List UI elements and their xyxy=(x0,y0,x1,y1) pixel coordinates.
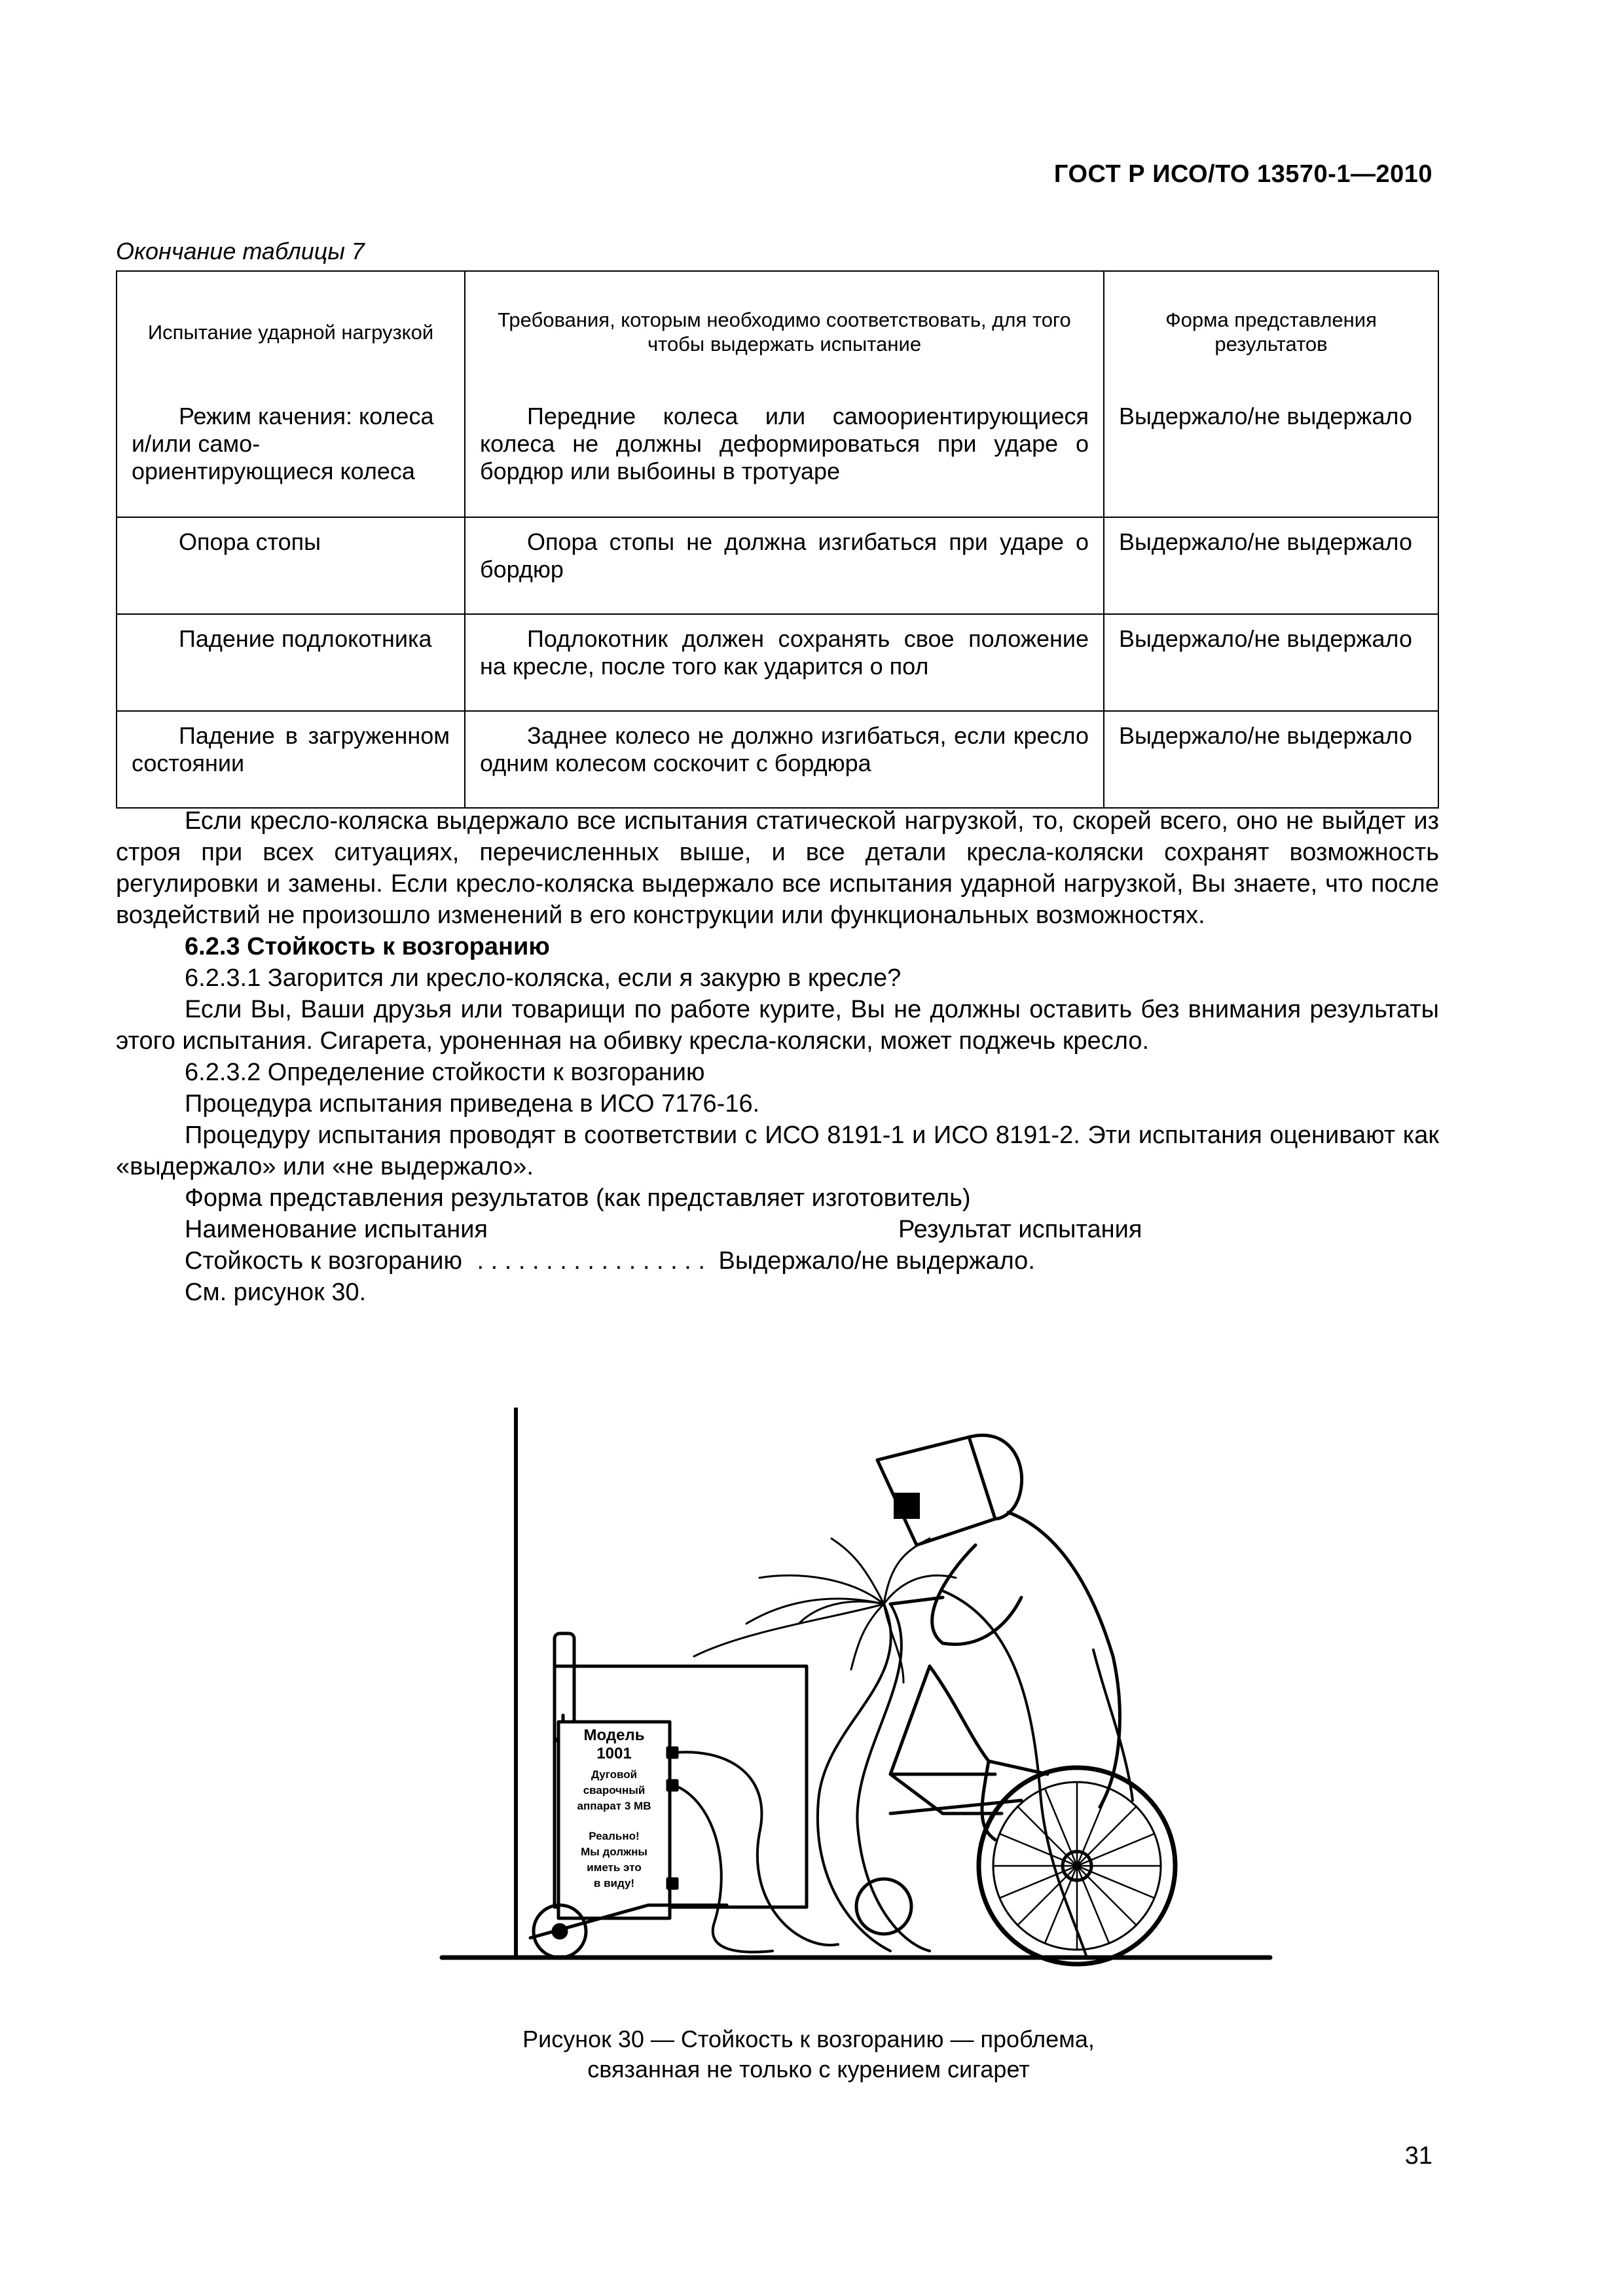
table-row xyxy=(117,614,1438,711)
paragraph: Если Вы, Ваши друзья или товарищи по работе курите, Вы не должны оставить без внимания результаты этого испытания. Сигарета, уроненная на обивку кресла-коляски, может поджечь кресло. xyxy=(116,996,1439,1055)
machine-label-line: Дуговой xyxy=(591,1768,638,1781)
figure-caption-line: Рисунок 30 — Стойкость к возгоранию — проблема, xyxy=(522,2026,1095,2052)
test-result-header: Результат испытания xyxy=(898,1216,1142,1243)
page-number: 31 xyxy=(1404,2142,1432,2170)
table-row xyxy=(117,711,1438,808)
paragraph: Если кресло-коляска выдержало все испытания статической нагрузкой, то, скорей всего, оно не выйдет из строя при всех ситуациях, перечисленных выше, и все детали кресла-коляски сохранят возможность регулировки и замены. Если кресло-коляска выдержало все испытания ударной нагрузкой, Вы знаете, что после воздействий не произошло изменений в его конструкции или функциональных возможностях. xyxy=(116,807,1439,929)
paragraph: Процедура испытания приведена в ИСО 7176-16. xyxy=(185,1090,760,1118)
column-header: Испытание ударной нагрузкой xyxy=(117,271,465,392)
table-cell-requirement: Опора стопы не должна изгибаться при ударе о бордюр xyxy=(465,517,1104,614)
table-header-row xyxy=(117,271,1438,392)
subsection-title: 6.2.3.1 Загорится ли кресло-коляска, если я закурю в кресле? xyxy=(185,964,902,992)
test-name: Стойкость к возгоранию xyxy=(185,1247,462,1275)
sparks xyxy=(694,1539,956,1683)
document-header: ГОСТ Р ИСО/ТО 13570-1—2010 xyxy=(1053,160,1432,188)
result-form-row xyxy=(116,1245,1439,1277)
table-cell-requirement: Подлокотник должен сохранять свое положение на кресле, после того как ударится о пол xyxy=(465,614,1104,711)
table-caption: Окончание таблицы 7 xyxy=(116,238,365,264)
table-row xyxy=(117,517,1438,614)
result-form-header xyxy=(116,1214,1439,1245)
subsection-title: 6.2.3.2 Определение стойкости к возгоранию xyxy=(185,1059,705,1086)
table-cell-test: Падение подлокотника xyxy=(117,614,465,711)
machine-label-line: 1001 xyxy=(596,1745,632,1762)
paragraph: Форма представления результатов (как представляет изготовитель) xyxy=(185,1184,971,1212)
table-cell-requirement: Передние колеса или самоориентирующиеся колеса не должны деформироваться при ударе о бордюр или выбоины в тротуаре xyxy=(465,392,1104,517)
figure-welding-wheelchair xyxy=(432,1408,1277,1977)
table-cell-test: Падение в загруженном состоянии xyxy=(117,711,465,808)
table-cell-requirement: Заднее колесо не должно изгибаться, если кресло одним колесом соскочит с бордюра xyxy=(465,711,1104,808)
results-table xyxy=(116,270,1439,809)
body-text xyxy=(116,805,1439,1308)
section-heading: 6.2.3 Стойкость к возгоранию xyxy=(185,933,550,960)
table-row xyxy=(117,392,1438,517)
machine-label-line: аппарат 3 МВ xyxy=(577,1800,651,1812)
machine-label-line: Модель xyxy=(583,1726,645,1744)
test-name-header: Наименование испытания xyxy=(185,1216,488,1243)
table-cell-result: Выдержало/не выдержало xyxy=(1104,711,1438,808)
table-cell-test: Режим качения: колеса и/или само-ориентирующиеся колеса xyxy=(117,392,465,517)
column-header: Форма представления результатов xyxy=(1104,271,1438,392)
table-cell-result: Выдержало/не выдержало xyxy=(1104,517,1438,614)
figure-caption-line: связанная не только с курением сигарет xyxy=(587,2056,1030,2083)
table-cell-result: Выдержало/не выдержало xyxy=(1104,392,1438,517)
machine-label-line: Мы должны xyxy=(581,1846,647,1858)
paragraph: Процедуру испытания проводят в соответствии с ИСО 8191-1 и ИСО 8191-2. Эти испытания оценивают как «выдержало» или «не выдержало». xyxy=(116,1121,1439,1180)
table-cell-test: Опора стопы xyxy=(117,517,465,614)
figure-reference: См. рисунок 30. xyxy=(185,1279,367,1306)
test-result: Выдержало/не выдержало. xyxy=(718,1247,1035,1275)
figure-caption xyxy=(458,2024,1159,2085)
leader-dots: . . . . . . . . . . . . . . . . . xyxy=(477,1247,705,1275)
machine-label-line: сварочный xyxy=(583,1784,646,1796)
machine-label-line: Реально! xyxy=(589,1830,640,1842)
table-cell-result: Выдержало/не выдержало xyxy=(1104,614,1438,711)
column-header: Требования, которым необходимо соответствовать, для того чтобы выдержать испытание xyxy=(465,271,1104,392)
machine-label-line: иметь это xyxy=(587,1861,642,1874)
machine-label-line: в виду! xyxy=(593,1877,635,1889)
